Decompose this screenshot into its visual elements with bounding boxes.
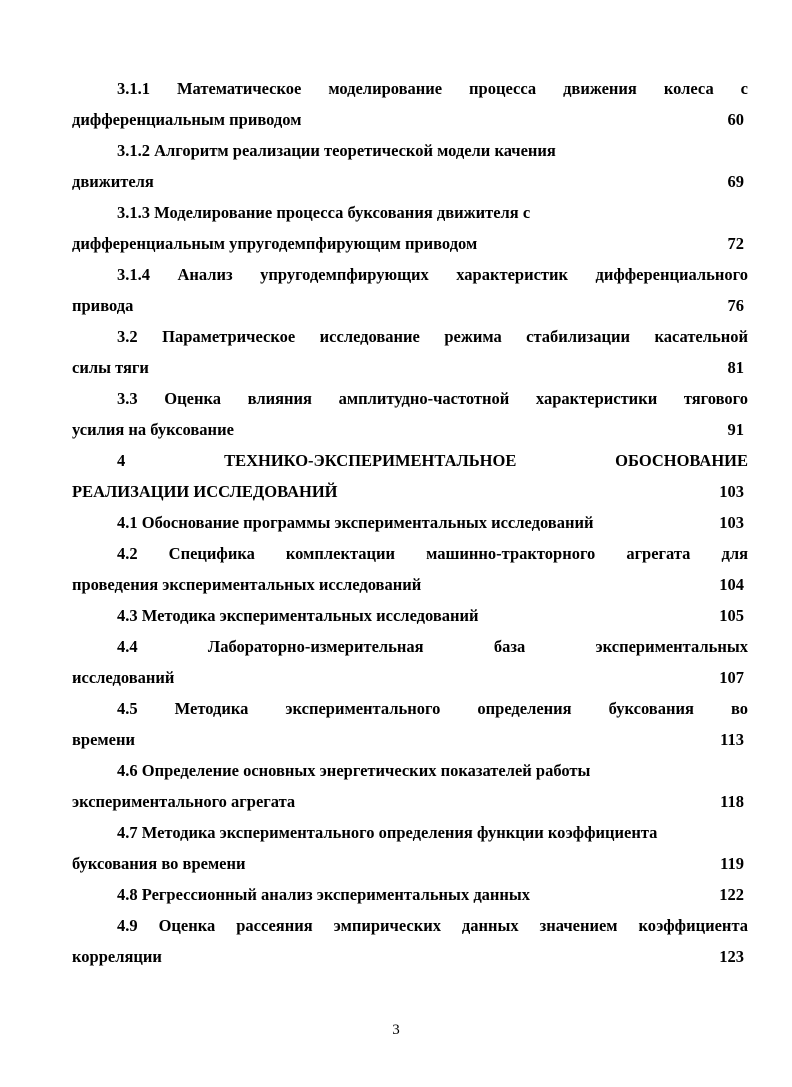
toc-entry-title-line1: 4.1 Обоснование программы экспериментальных исследований xyxy=(117,513,594,532)
toc-entry xyxy=(72,135,748,197)
toc-entry xyxy=(72,631,748,693)
toc-entry-title-line1: 4.8 Регрессионный анализ экспериментальных данных xyxy=(117,885,531,904)
toc-entry xyxy=(72,910,748,972)
toc-entry-title-line2: времени xyxy=(72,730,135,749)
toc-entry-title-line2: дифференциальным приводом xyxy=(72,110,302,129)
toc-entry-title-line2: проведения экспериментальных исследований xyxy=(72,575,422,594)
toc-entry-page: 91 xyxy=(727,420,744,439)
toc-entry-title-line2: РЕАЛИЗАЦИИ ИССЛЕДОВАНИЙ xyxy=(72,482,338,501)
toc-entry-title-line2: буксования во времени xyxy=(72,854,246,873)
toc-entry xyxy=(72,600,748,631)
toc-entry-title-line1: 4.4 Лабораторно-измерительная база экспериментальных xyxy=(117,637,748,656)
toc-entry-title-line2: движителя xyxy=(72,172,154,191)
toc-entry-page: 103 xyxy=(719,482,744,501)
page-number: 3 xyxy=(392,1022,400,1038)
toc-entry xyxy=(72,197,748,259)
toc-entry xyxy=(72,755,748,817)
toc-entry-page: 107 xyxy=(719,668,744,687)
toc-entry-title-line1: 4.7 Методика экспериментального определения функции коэффициента xyxy=(117,823,658,842)
toc-entry-title-line1: 3.1.3 Моделирование процесса буксования движителя с xyxy=(117,203,531,222)
toc-entry-page: 122 xyxy=(719,885,744,904)
toc-entry-title-line1: 3.1.2 Алгоритм реализации теоретической модели качения xyxy=(117,141,556,160)
toc-entry-title-line1: 4.3 Методика экспериментальных исследований xyxy=(117,606,479,625)
toc-entry-page: 104 xyxy=(719,575,744,594)
toc-entry-page: 60 xyxy=(727,110,744,129)
toc-entry-page: 113 xyxy=(720,730,744,749)
toc-entry-title-line2: дифференциальным упругодемпфирующим приводом xyxy=(72,234,478,253)
toc-entry-title-line1: 4.2 Специфика комплектации машинно-тракторного агрегата для xyxy=(117,544,748,563)
toc-entry-title-line2: привода xyxy=(72,296,134,315)
toc-entry-page: 119 xyxy=(720,854,744,873)
toc-entry-page: 72 xyxy=(727,234,744,253)
toc-entry xyxy=(72,445,748,507)
toc-entry xyxy=(72,538,748,600)
toc-entry-title-line1: 4 ТЕХНИКО-ЭКСПЕРИМЕНТАЛЬНОЕ ОБОСНОВАНИЕ xyxy=(117,451,748,470)
toc-entry xyxy=(72,817,748,879)
toc-entry-page: 81 xyxy=(727,358,744,377)
toc-entry xyxy=(72,879,748,910)
toc-entry-title-line2: исследований xyxy=(72,668,175,687)
toc-entry-title-line1: 4.6 Определение основных энергетических показателей работы xyxy=(117,761,591,780)
toc-entry xyxy=(72,321,748,383)
toc-entry-title-line1: 3.1.1 Математическое моделирование процесса движения колеса с xyxy=(117,79,748,98)
toc-entry-page: 69 xyxy=(727,172,744,191)
toc-entry-title-line1: 3.2 Параметрическое исследование режима стабилизации касательной xyxy=(117,327,748,346)
toc-entry xyxy=(72,73,748,135)
toc-entry-title-line2: силы тяги xyxy=(72,358,149,377)
toc-entry-title-line2: экспериментального агрегата xyxy=(72,792,296,811)
toc-entry-page: 123 xyxy=(719,947,744,966)
toc-entry xyxy=(72,507,748,538)
toc-entry-page: 103 xyxy=(719,513,744,532)
toc-entry-page: 76 xyxy=(727,296,744,315)
toc-entry xyxy=(72,693,748,755)
toc-entry-page: 118 xyxy=(720,792,744,811)
toc-entry-title-line1: 3.1.4 Анализ упругодемпфирующих характеристик дифференциального xyxy=(117,265,748,284)
toc-entry xyxy=(72,259,748,321)
toc-entry-page: 105 xyxy=(719,606,744,625)
toc-entry xyxy=(72,383,748,445)
toc-entry-title-line2: усилия на буксование xyxy=(72,420,234,439)
toc-entry-title-line1: 4.5 Методика экспериментального определения буксования во xyxy=(117,699,748,718)
toc-entry-title-line2: корреляции xyxy=(72,947,162,966)
toc-entry-title-line1: 3.3 Оценка влияния амплитудно-частотной характеристики тягового xyxy=(117,389,748,408)
toc-entry-title-line1: 4.9 Оценка рассеяния эмпирических данных значением коэффициента xyxy=(117,916,748,935)
